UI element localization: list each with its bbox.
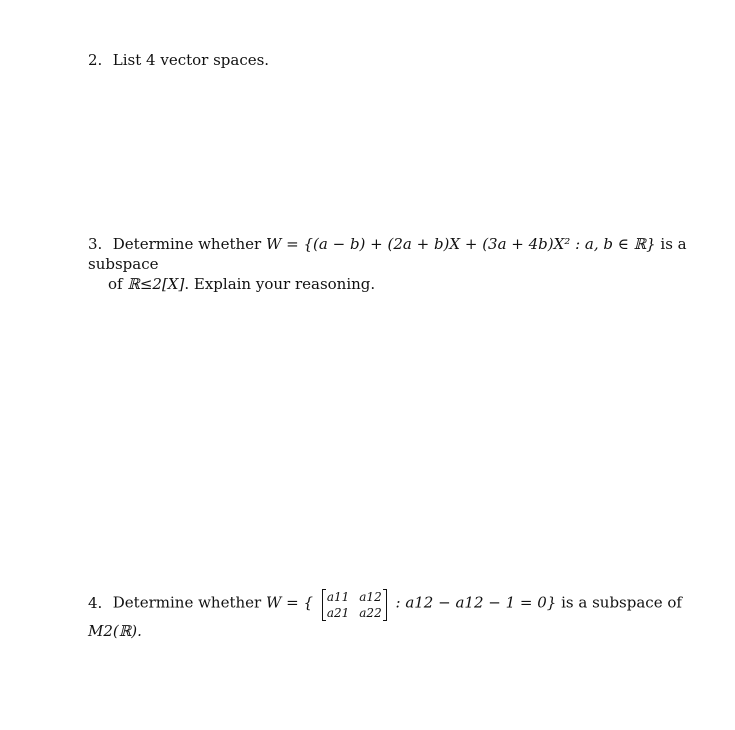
matrix-entry-a22: a22 (359, 606, 382, 620)
problem-lead: Determine whether (112, 593, 262, 612)
problem-3 (88, 234, 705, 294)
matrix (322, 586, 387, 621)
matrix-grid (322, 589, 387, 621)
problem-2 (88, 50, 705, 70)
matrix-space: M2(ℝ). (88, 622, 142, 640)
polynomial-space: ℝ≤2[X] (127, 275, 185, 293)
problem-text: List 4 vector spaces. (112, 51, 270, 69)
problem-tail: is a subspace (88, 235, 687, 273)
matrix-entry-a11: a11 (326, 590, 350, 604)
problem-number: 3. (88, 235, 103, 253)
set-expression: W = {(a − b) + (2a + b)X + (3a + 4b)X² : a, b ∈ ℝ} (265, 235, 656, 253)
problem-lead: Determine whether (112, 235, 262, 253)
line-prefix: of (108, 275, 123, 293)
problem-number: 2. (88, 51, 103, 69)
problem-line-2 (88, 274, 705, 294)
set-condition: : a12 − a12 − 1 = 0} (395, 593, 557, 612)
problem-number: 4. (88, 593, 103, 612)
set-open: W = { (265, 593, 314, 612)
matrix-entry-a21: a21 (326, 606, 350, 620)
line-suffix: . Explain your reasoning. (184, 275, 376, 293)
matrix-entry-a12: a12 (359, 590, 382, 604)
problem-tail: is a subspace of (561, 593, 682, 612)
problem-4 (88, 586, 705, 641)
problem-line-1 (88, 234, 705, 274)
